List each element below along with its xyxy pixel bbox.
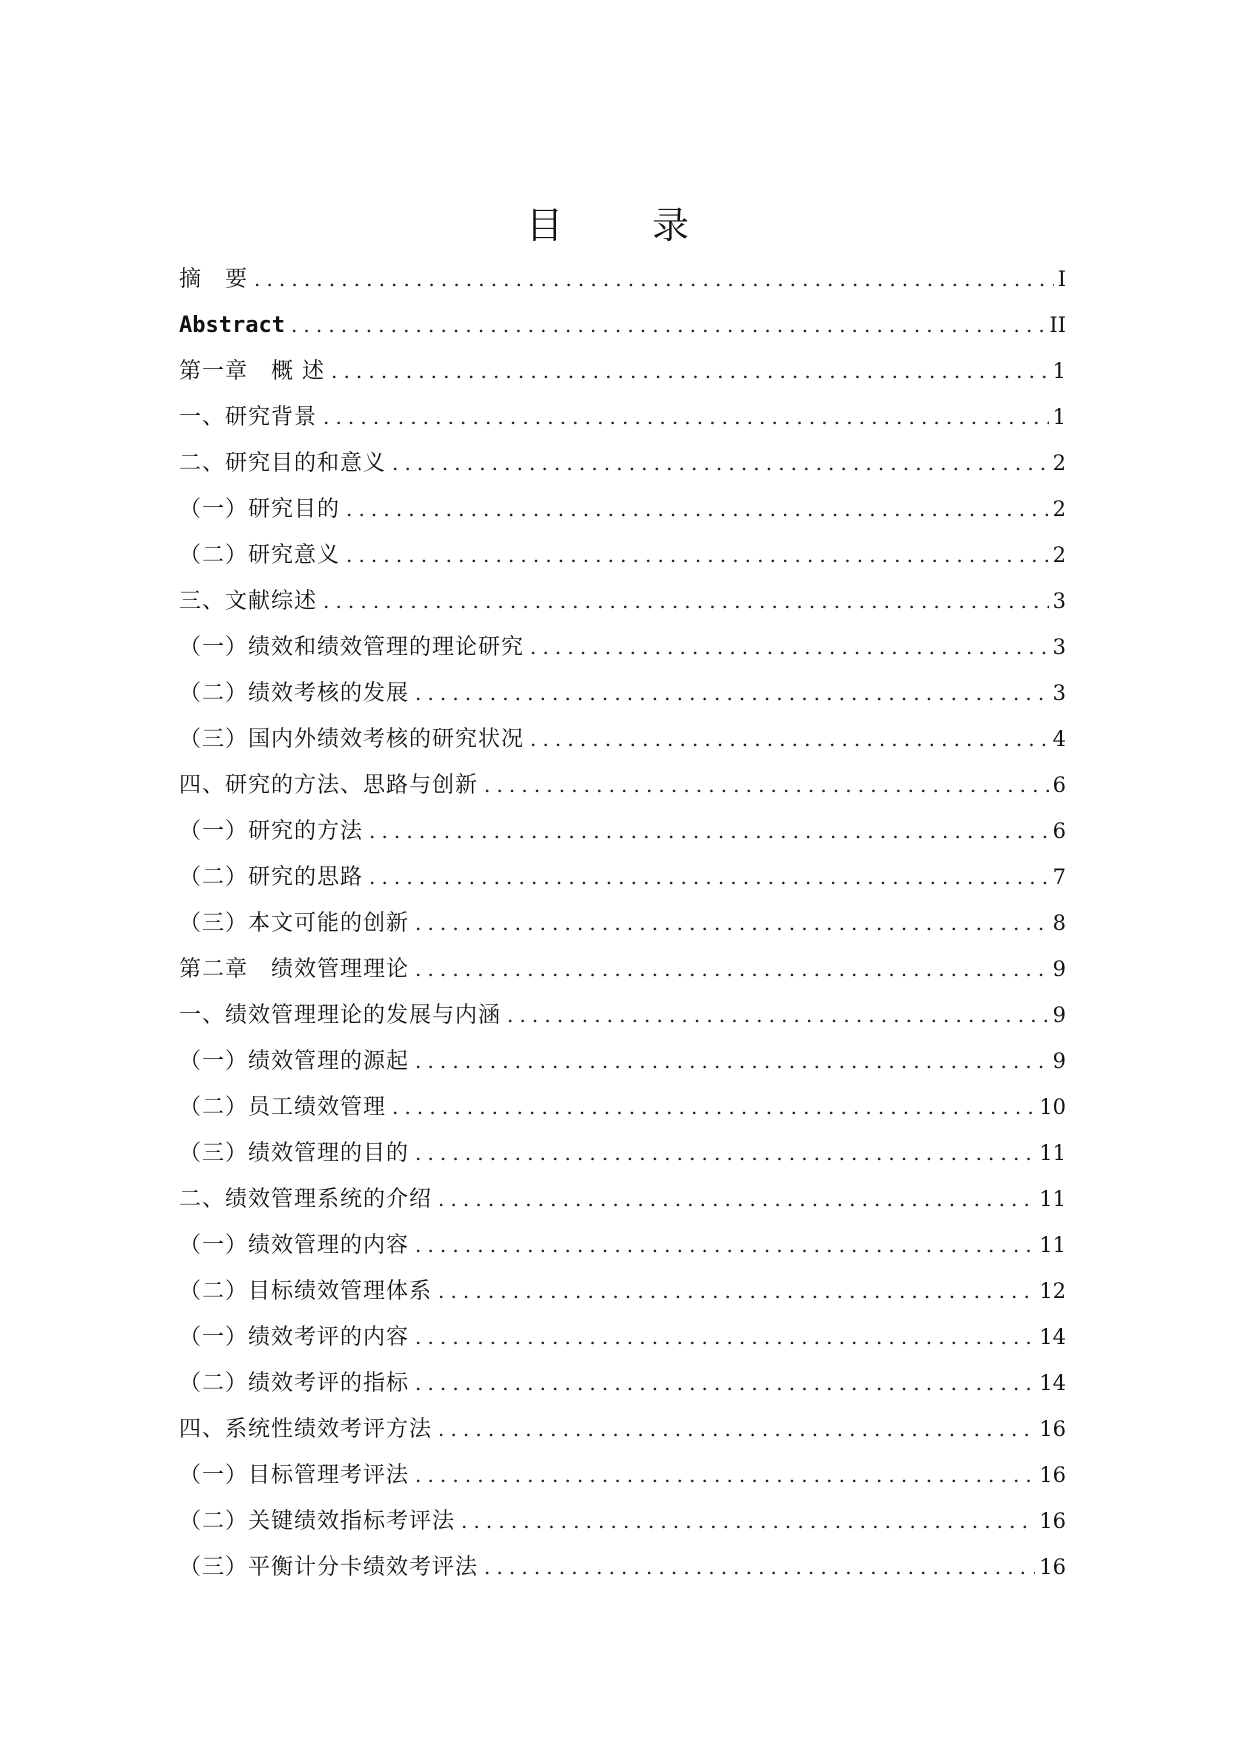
toc-page-number: 7	[1052, 865, 1066, 889]
table-of-contents	[179, 256, 1066, 1590]
toc-entry[interactable]	[179, 670, 1066, 716]
toc-entry[interactable]	[179, 716, 1066, 762]
toc-entry[interactable]	[179, 992, 1066, 1038]
toc-entry[interactable]	[179, 532, 1066, 578]
toc-entry-label: 四、系统性绩效考评方法	[179, 1417, 433, 1442]
toc-entry-label: （一）绩效管理的内容	[179, 1233, 410, 1258]
toc-entry[interactable]	[179, 1222, 1066, 1268]
toc-entry-label: （一）目标管理考评法	[179, 1463, 410, 1488]
toc-entry-label: （二）研究意义	[179, 543, 341, 568]
toc-dot-leader	[346, 486, 1049, 532]
toc-dot-leader	[484, 762, 1049, 808]
toc-entry-label: （三）平衡计分卡绩效考评法	[179, 1555, 479, 1580]
toc-entry[interactable]	[179, 394, 1066, 440]
toc-entry[interactable]	[179, 302, 1066, 348]
toc-page-number: 12	[1039, 1279, 1066, 1303]
page-title: 目 录	[526, 204, 715, 247]
toc-page-number: 11	[1039, 1233, 1066, 1257]
toc-entry[interactable]	[179, 1498, 1066, 1544]
toc-page-number: 1	[1052, 359, 1066, 383]
toc-entry[interactable]	[179, 1084, 1066, 1130]
toc-page-number: 4	[1052, 727, 1066, 751]
toc-dot-leader	[507, 992, 1049, 1038]
toc-page-number: 3	[1052, 589, 1066, 613]
toc-page-number: 3	[1052, 681, 1066, 705]
toc-page-number: 3	[1052, 635, 1066, 659]
toc-page-number: 9	[1052, 1049, 1066, 1073]
toc-entry-label: 四、研究的方法、思路与创新	[179, 773, 479, 798]
toc-entry-label: 三、文献综述	[179, 589, 318, 614]
toc-dot-leader	[415, 1130, 1035, 1176]
toc-page-number: II	[1049, 313, 1066, 337]
toc-entry-label: （二）绩效考评的指标	[179, 1371, 410, 1396]
toc-page-number: 14	[1039, 1371, 1066, 1395]
toc-page-number: I	[1057, 267, 1066, 291]
toc-entry-label: 二、研究目的和意义	[179, 451, 387, 476]
toc-entry-label: Abstract	[179, 313, 285, 338]
toc-dot-leader	[438, 1268, 1035, 1314]
toc-entry-label: （二）目标绩效管理体系	[179, 1279, 433, 1304]
toc-entry-label: 一、研究背景	[179, 405, 318, 430]
toc-entry[interactable]	[179, 946, 1066, 992]
toc-entry[interactable]	[179, 486, 1066, 532]
toc-dot-leader	[438, 1176, 1035, 1222]
toc-dot-leader	[392, 440, 1049, 486]
toc-entry-label: 二、绩效管理系统的介绍	[179, 1187, 433, 1212]
toc-page-number: 16	[1039, 1417, 1066, 1441]
toc-entry-label: （二）绩效考核的发展	[179, 681, 410, 706]
toc-dot-leader	[392, 1084, 1035, 1130]
toc-dot-leader	[323, 578, 1049, 624]
toc-dot-leader	[484, 1544, 1035, 1590]
toc-dot-leader	[415, 946, 1049, 992]
toc-dot-leader	[415, 900, 1049, 946]
toc-entry[interactable]	[179, 762, 1066, 808]
toc-page-number: 9	[1052, 957, 1066, 981]
toc-page-number: 8	[1052, 911, 1066, 935]
toc-page-number: 16	[1039, 1463, 1066, 1487]
toc-entry-label: （一）绩效考评的内容	[179, 1325, 410, 1350]
toc-dot-leader	[346, 532, 1049, 578]
toc-page-number: 10	[1039, 1095, 1066, 1119]
toc-entry-label: （一）研究的方法	[179, 819, 364, 844]
toc-page-number: 11	[1039, 1141, 1066, 1165]
toc-dot-leader	[369, 808, 1049, 854]
toc-dot-leader	[530, 624, 1049, 670]
toc-entry[interactable]	[179, 1130, 1066, 1176]
toc-entry[interactable]	[179, 854, 1066, 900]
toc-dot-leader	[323, 394, 1049, 440]
toc-entry-label: （二）关键绩效指标考评法	[179, 1509, 456, 1534]
toc-entry-label: 一、绩效管理理论的发展与内涵	[179, 1003, 502, 1028]
toc-entry-label: 摘 要	[179, 267, 249, 292]
toc-page-number: 16	[1039, 1555, 1066, 1579]
toc-entry[interactable]	[179, 808, 1066, 854]
toc-entry-label: （三）绩效管理的目的	[179, 1141, 410, 1166]
toc-dot-leader	[530, 716, 1049, 762]
toc-dot-leader	[415, 670, 1049, 716]
toc-dot-leader	[369, 854, 1049, 900]
toc-entry-label: （三）本文可能的创新	[179, 911, 410, 936]
toc-entry[interactable]	[179, 1176, 1066, 1222]
toc-dot-leader	[415, 1360, 1035, 1406]
toc-page-number: 1	[1052, 405, 1066, 429]
toc-entry[interactable]	[179, 256, 1066, 302]
toc-entry-label: （三）国内外绩效考核的研究状况	[179, 727, 525, 752]
toc-entry-label: 第一章 概 述	[179, 359, 325, 384]
toc-page-number: 6	[1052, 819, 1066, 843]
toc-entry[interactable]	[179, 1544, 1066, 1590]
toc-page-number: 14	[1039, 1325, 1066, 1349]
toc-entry[interactable]	[179, 348, 1066, 394]
toc-dot-leader	[254, 256, 1054, 302]
toc-dot-leader	[415, 1314, 1035, 1360]
toc-dot-leader	[415, 1038, 1049, 1084]
toc-page-number: 2	[1052, 543, 1066, 567]
toc-entry-label: （二）研究的思路	[179, 865, 364, 890]
toc-dot-leader	[415, 1222, 1035, 1268]
toc-page-number: 16	[1039, 1509, 1066, 1533]
toc-dot-leader	[438, 1406, 1035, 1452]
toc-page-number: 2	[1052, 451, 1066, 475]
toc-entry[interactable]	[179, 578, 1066, 624]
toc-dot-leader	[415, 1452, 1035, 1498]
toc-entry[interactable]	[179, 440, 1066, 486]
toc-dot-leader	[461, 1498, 1035, 1544]
toc-entry-label: 第二章 绩效管理理论	[179, 957, 410, 982]
toc-page-number: 6	[1052, 773, 1066, 797]
toc-entry-label: （二）员工绩效管理	[179, 1095, 387, 1120]
toc-entry[interactable]	[179, 1406, 1066, 1452]
toc-entry[interactable]	[179, 1452, 1066, 1498]
toc-entry[interactable]	[179, 1360, 1066, 1406]
toc-entry-label: （一）绩效管理的源起	[179, 1049, 410, 1074]
toc-page-number: 11	[1039, 1187, 1066, 1211]
toc-entry[interactable]	[179, 1038, 1066, 1084]
toc-page-number: 2	[1052, 497, 1066, 521]
toc-dot-leader	[291, 302, 1045, 348]
toc-page-number: 9	[1052, 1003, 1066, 1027]
toc-entry[interactable]	[179, 624, 1066, 670]
toc-entry[interactable]	[179, 900, 1066, 946]
toc-entry-label: （一）绩效和绩效管理的理论研究	[179, 635, 525, 660]
toc-entry[interactable]	[179, 1268, 1066, 1314]
toc-dot-leader	[331, 348, 1049, 394]
toc-entry-label: （一）研究目的	[179, 497, 341, 522]
toc-entry[interactable]	[179, 1314, 1066, 1360]
